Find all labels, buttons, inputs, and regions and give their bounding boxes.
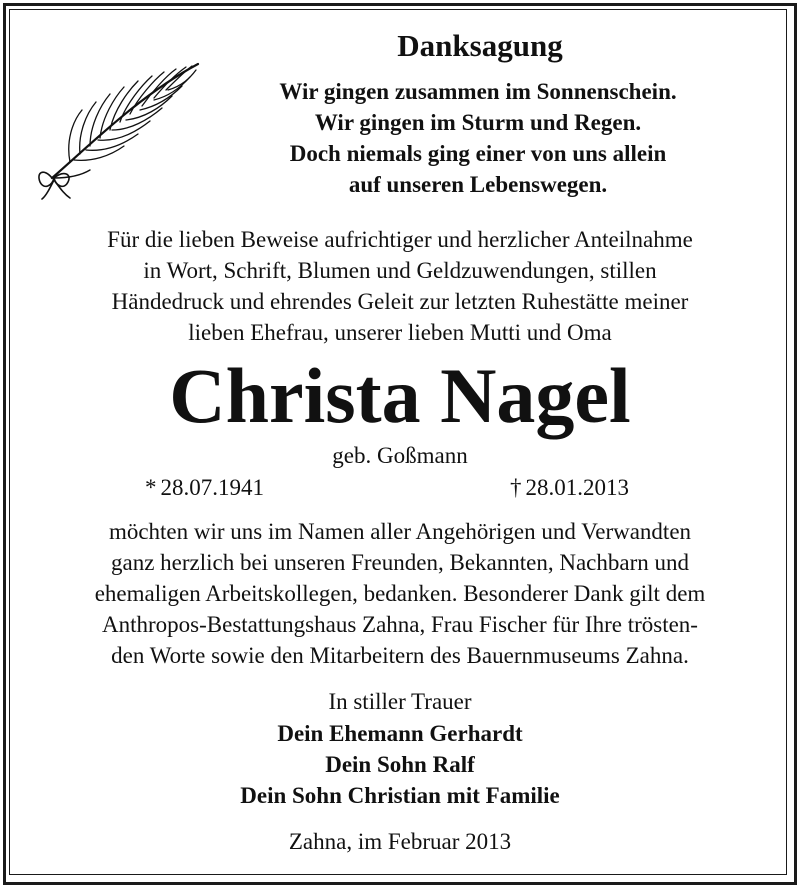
signer: Dein Sohn Christian mit Familie [240, 783, 560, 808]
death-date-value: 28.01.2013 [525, 475, 629, 500]
intro-line: Für die lieben Beweise aufrichtiger und herzlicher Anteilnahme [107, 227, 693, 252]
thanks-paragraph [20, 516, 780, 671]
poem-line: Doch niemals ging einer von uns allein [289, 141, 667, 166]
cross-icon: † [510, 475, 522, 500]
notice-heading: Danksagung [397, 28, 563, 63]
intro-paragraph [20, 224, 780, 348]
birth-date-value: 28.07.1941 [160, 475, 264, 500]
poem [228, 76, 728, 200]
thanks-line: ehemaligen Arbeitskollegen, bedanken. Besonderer Dank gilt dem [94, 581, 706, 606]
signers [0, 718, 800, 811]
mourning-phrase: In stiller Trauer [328, 689, 472, 714]
intro-line: lieben Ehefrau, unserer lieben Mutti und Oma [188, 320, 612, 345]
maiden-name: geb. Goßmann [332, 443, 468, 468]
signer: Dein Ehemann Gerhardt [277, 721, 523, 746]
death-date [510, 474, 629, 502]
poem-line: Wir gingen im Sturm und Regen. [314, 110, 642, 135]
thanks-line: ganz herzlich bei unseren Freunden, Bekannten, Nachbarn und [111, 550, 689, 575]
place-date: Zahna, im Februar 2013 [288, 829, 512, 854]
intro-line: Händedruck und ehrendes Geleit zur letzten Ruhestätte meiner [111, 289, 689, 314]
intro-line: in Wort, Schrift, Blumen und Geldzuwendungen, stillen [143, 258, 657, 283]
poem-line: auf unseren Lebenswegen. [348, 172, 608, 197]
feather-icon [30, 50, 205, 200]
birth-star-icon: * [145, 475, 157, 500]
thanks-line: den Worte sowie den Mitarbeitern des Bauernmuseums Zahna. [111, 643, 689, 668]
thanks-line: möchten wir uns im Namen aller Angehörigen und Verwandten [108, 519, 692, 544]
deceased-name: Christa Nagel [169, 352, 631, 439]
signer: Dein Sohn Ralf [325, 752, 475, 777]
thanks-line: Anthropos-Bestattungshaus Zahna, Frau Fischer für Ihre trösten- [102, 612, 698, 637]
poem-line: Wir gingen zusammen im Sonnenschein. [279, 79, 677, 104]
birth-date [145, 474, 264, 502]
